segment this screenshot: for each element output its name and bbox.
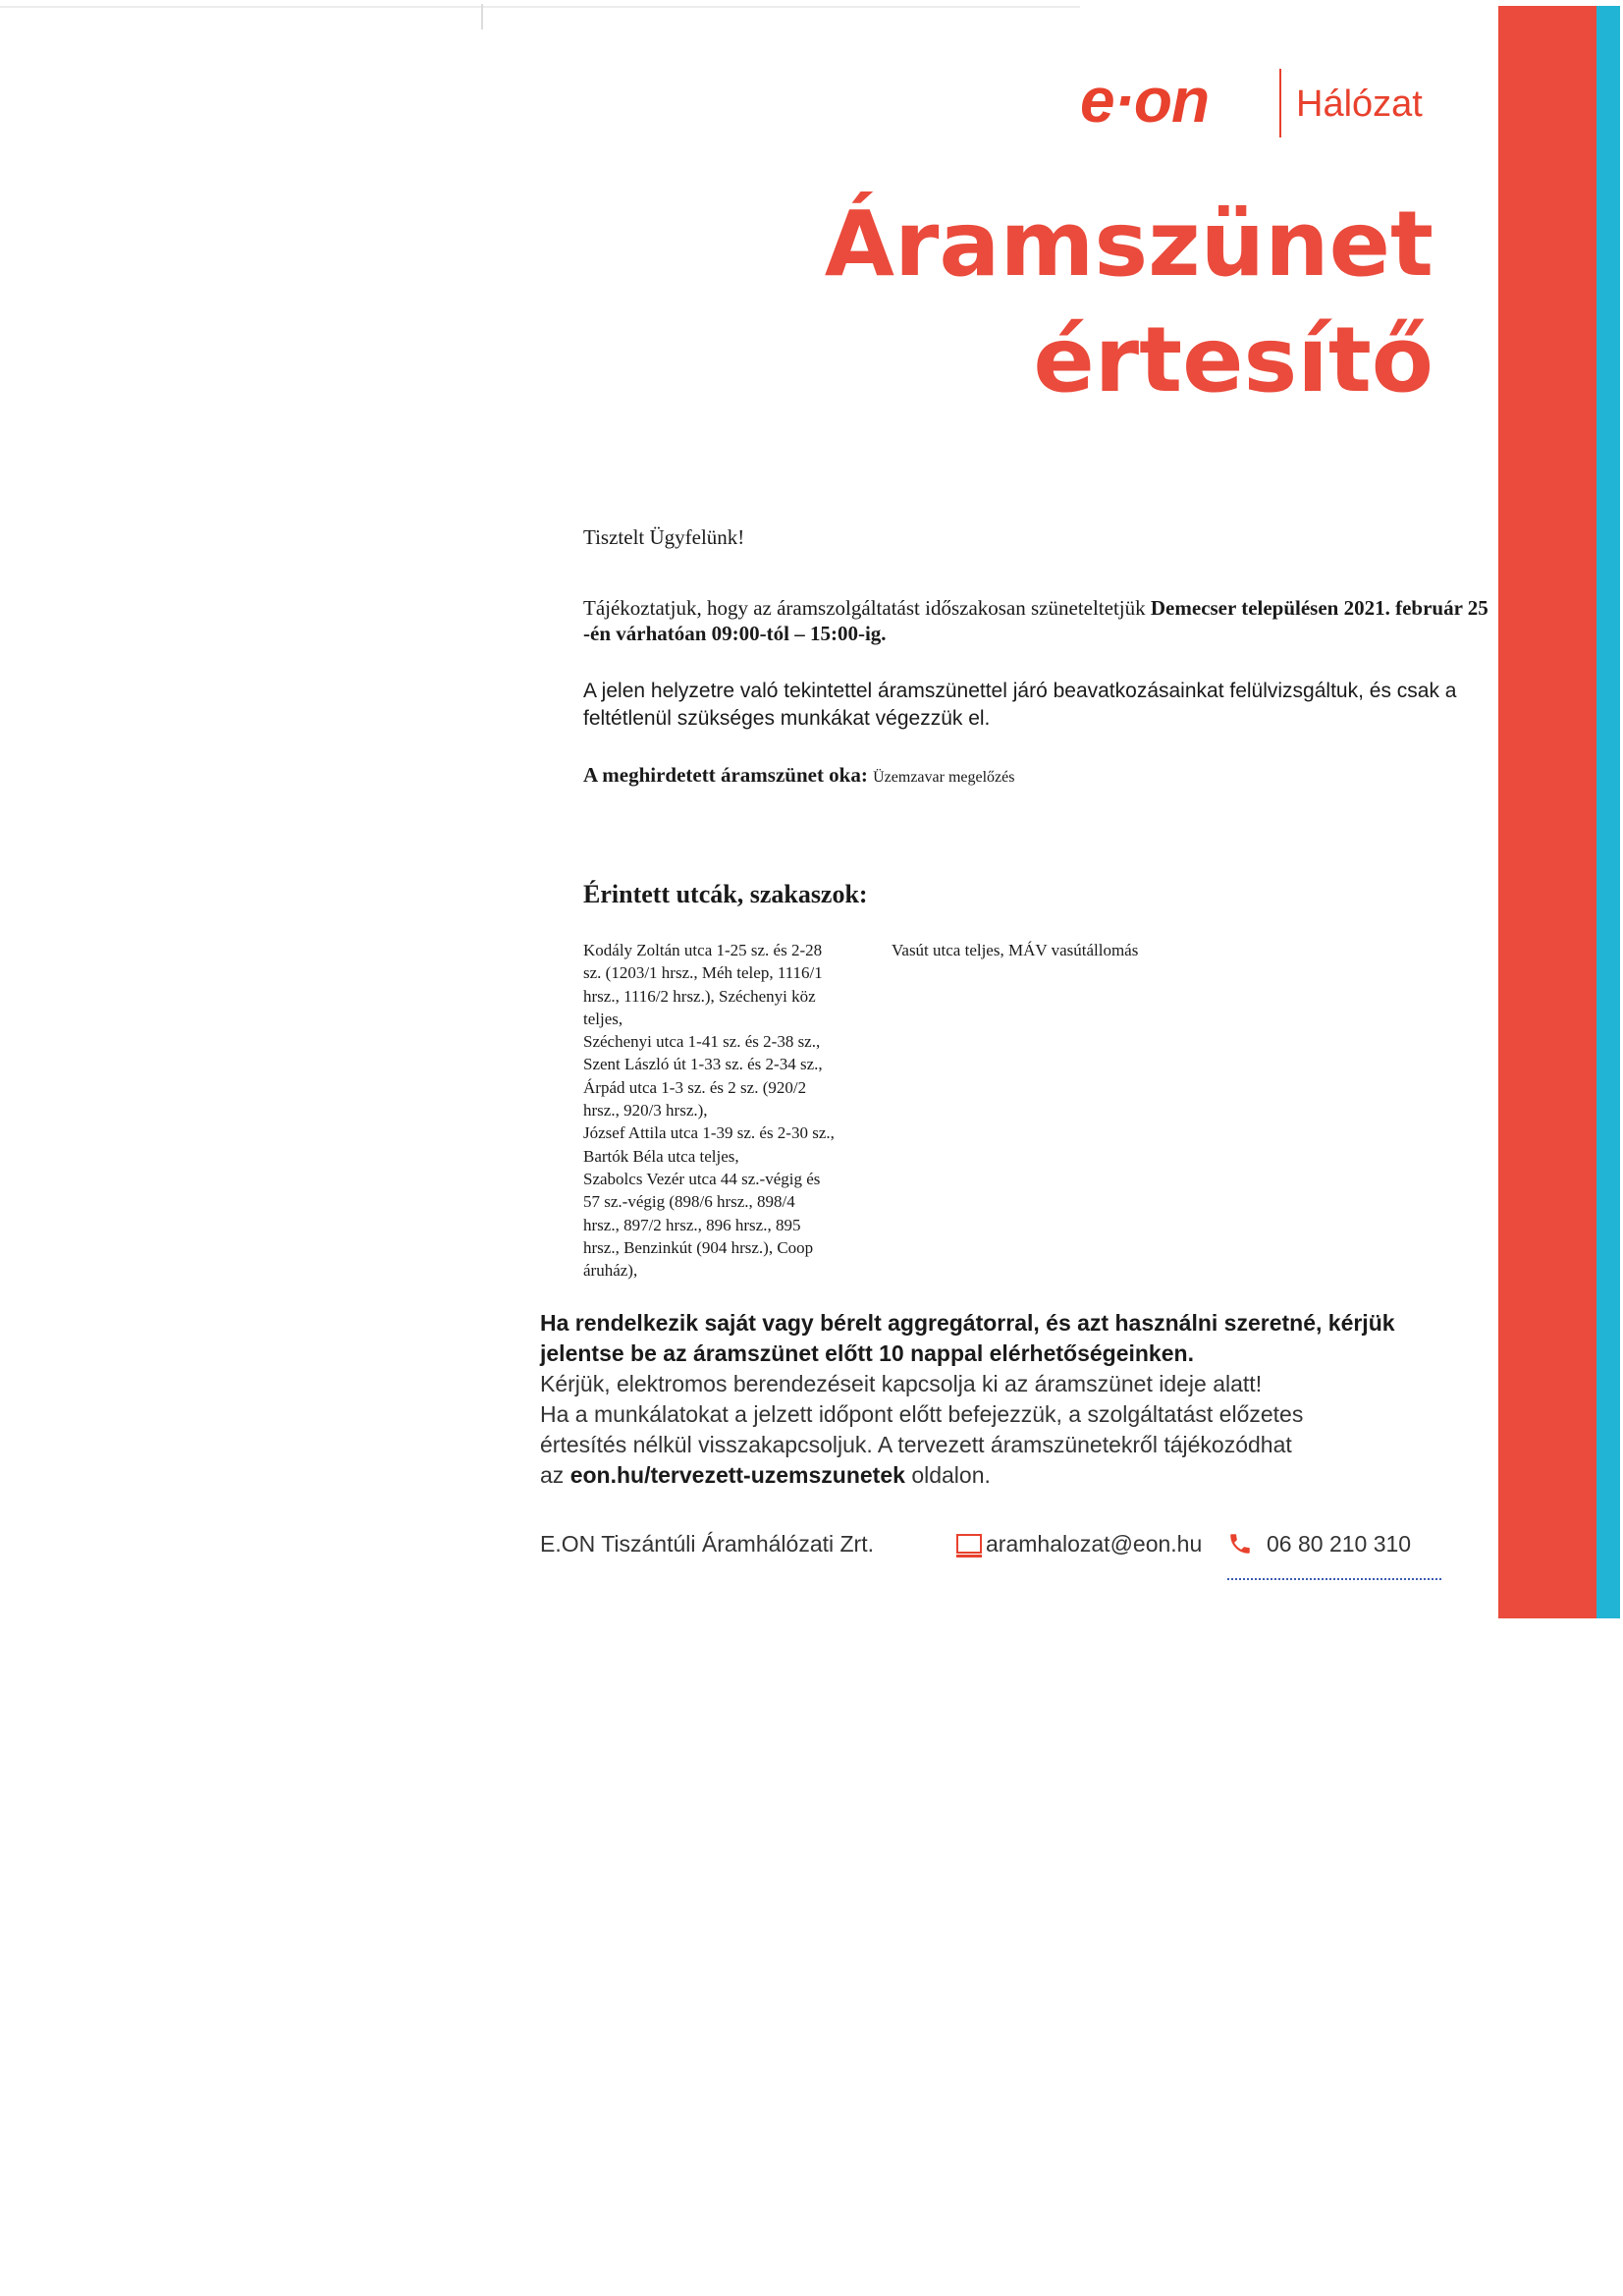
footer-phone[interactable] <box>1227 1528 1411 1559</box>
notice-line-6-prefix: az <box>540 1462 570 1488</box>
notice-bold-line-2: jelentse be az áramszünet előtt 10 nappal elérhetőségeinken. <box>540 1340 1194 1366</box>
notice-line-6 <box>540 1460 1502 1491</box>
outage-info-date: Demecser településen 2021. február 25 -én várhatóan 09:00-tól – 15:00-ig. <box>583 596 1488 645</box>
street-line: Árpád utca 1-3 sz. és 2 sz. (920/2 <box>583 1077 807 1097</box>
notice-line-5: értesítés nélkül visszakapcsoljuk. A tervezett áramszünetekről tájékozódhat <box>540 1432 1292 1457</box>
street-line: József Attila utca 1-39 sz. és 2-30 sz., <box>583 1123 835 1143</box>
street-line: Bartók Béla utca teljes, <box>583 1146 739 1166</box>
streets-list-left <box>583 939 897 1282</box>
eon-logo <box>1080 61 1434 149</box>
brand-stripe-blue <box>1596 6 1620 1618</box>
footer-email-address[interactable]: aramhalozat@eon.hu <box>986 1531 1203 1557</box>
mail-icon <box>956 1534 982 1554</box>
scan-edge-line <box>0 6 1080 8</box>
street-line: hrsz., 920/3 hrsz.), <box>583 1101 708 1121</box>
street-line: sz. (1203/1 hrsz., Méh telep, 1116/1 <box>583 963 823 983</box>
notice-bold-line-1: Ha rendelkezik saját vagy bérelt aggregátorral, és azt használni szeretné, kérjük <box>540 1310 1395 1336</box>
outage-info-link[interactable]: eon.hu/tervezett-uzemszunetek <box>569 1462 905 1488</box>
page-title <box>825 187 1434 418</box>
greeting: Tisztelt Ügyfelünk! <box>583 525 745 549</box>
outage-info-text: Tájékoztatjuk, hogy az áramszolgáltatást időszakosan szüneteltetjük <box>583 596 1151 620</box>
outage-reason-value: Üzemzavar megelőzés <box>873 769 1015 786</box>
footer-phone-number[interactable]: 06 80 210 310 <box>1267 1531 1412 1557</box>
footer-company: E.ON Tiszántúli Áramhálózati Zrt. <box>540 1531 874 1557</box>
review-notice: A jelen helyzetre való tekintettel áramszünettel járó beavatkozásainkat felülvizsgáltuk, és csak a feltétlenül szükséges munkákat végezzük el. <box>583 680 1457 730</box>
street-line: Szabolcs Vezér utca 44 sz.-végig és <box>583 1169 821 1188</box>
street-line: Széchenyi utca 1-41 sz. és 2-38 sz., <box>583 1032 821 1052</box>
eon-logo-wordmark: e·on <box>1080 65 1210 136</box>
title-line-1: Áramszünet <box>824 191 1434 297</box>
street-line: Szent László út 1-33 sz. és 2-34 sz., <box>583 1055 823 1074</box>
street-line: 57 sz.-végig (898/6 hrsz., 898/4 <box>583 1192 795 1212</box>
street-line: hrsz., Benzinkút (904 hrsz.), Coop <box>583 1237 814 1257</box>
generator-notice <box>540 1308 1502 1491</box>
phone-icon <box>1227 1530 1253 1558</box>
outage-info <box>583 595 1496 646</box>
outage-reason-label: A meghirdetett áramszünet oka: <box>583 763 868 787</box>
footer-email[interactable] <box>956 1528 1202 1559</box>
street-line: hrsz., 897/2 hrsz., 896 hrsz., 895 <box>583 1215 801 1234</box>
streets-title: Érintett utcák, szakaszok: <box>583 880 868 908</box>
logo-divider <box>1279 69 1281 137</box>
street-line: hrsz., 1116/2 hrsz.), Széchenyi köz <box>583 986 816 1006</box>
notice-line-3: Kérjük, elektromos berendezéseit kapcsolja ki az áramszünet ideje alatt! <box>540 1371 1263 1396</box>
pen-underline-mark <box>1227 1575 1441 1580</box>
street-line: áruház), <box>583 1261 638 1281</box>
title-line-2: értesítő <box>1033 307 1434 412</box>
notice-line-4: Ha a munkálatokat a jelzett időpont előtt befejezzük, a szolgáltatást előzetes <box>540 1401 1304 1427</box>
streets-list-right: Vasút utca teljes, MÁV vasútállomás <box>892 941 1139 959</box>
brand-stripe-red <box>1498 6 1596 1618</box>
logo-division: Hálózat <box>1296 83 1423 125</box>
street-line: teljes, <box>583 1009 623 1028</box>
street-line: Kodály Zoltán utca 1-25 sz. és 2-28 <box>583 941 823 959</box>
notice-line-6-suffix: oldalon. <box>904 1462 991 1488</box>
outage-reason <box>583 762 1496 791</box>
scan-edge-tick <box>481 4 483 29</box>
